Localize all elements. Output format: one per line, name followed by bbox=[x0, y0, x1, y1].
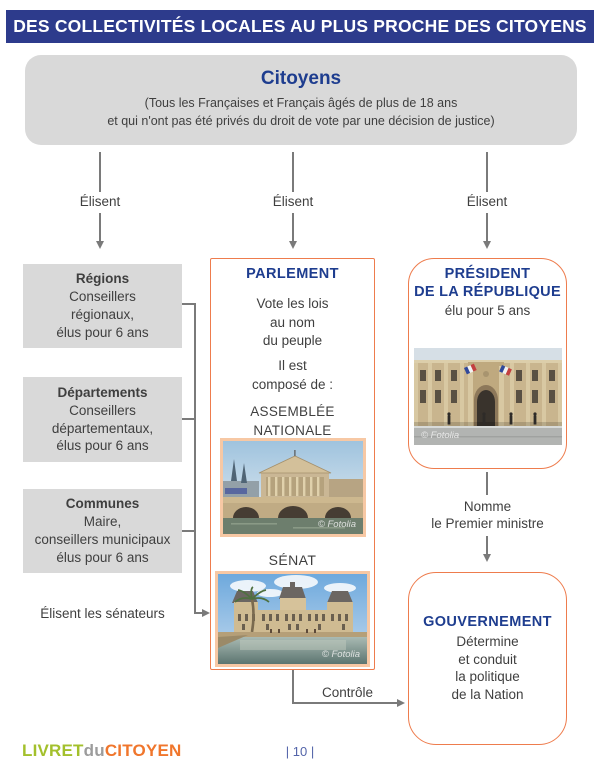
departements-line: Conseillers bbox=[69, 402, 136, 418]
photo-credit: © Fotolia bbox=[321, 649, 360, 660]
departements-connector-line bbox=[182, 418, 195, 420]
parlement-role bbox=[210, 295, 375, 351]
assemblee-label-line: NATIONALE bbox=[253, 422, 332, 438]
parlement-role-line: au nom bbox=[269, 314, 316, 330]
gouvernement-content bbox=[408, 572, 567, 745]
elisent-middle-line bbox=[292, 152, 294, 192]
citoyens-subtitle bbox=[25, 94, 577, 130]
communes-line: Maire, bbox=[83, 514, 122, 530]
elisent-left-line2 bbox=[99, 213, 101, 241]
controle-label: Contrôle bbox=[321, 685, 374, 700]
parlement-composed bbox=[210, 357, 375, 394]
gouvernement-line: Détermine bbox=[456, 634, 519, 649]
parlement-title: PARLEMENT bbox=[246, 266, 339, 282]
parlement-role-line: du peuple bbox=[262, 333, 323, 348]
senat-photo bbox=[215, 571, 370, 667]
communes-connector-line bbox=[182, 530, 195, 532]
arrow-down-icon bbox=[289, 241, 297, 249]
nomme-line2 bbox=[486, 536, 488, 554]
nomme-label-line: le Premier ministre bbox=[431, 516, 544, 531]
regions-connector-line bbox=[182, 303, 195, 305]
arrow-right-icon bbox=[202, 609, 210, 617]
communes-line: élus pour 6 ans bbox=[56, 549, 149, 565]
communes-title: Communes bbox=[65, 496, 140, 512]
photo-credit: © Fotolia bbox=[421, 430, 460, 441]
president-title-line: PRÉSIDENT bbox=[444, 266, 531, 282]
assemblee-label-line: ASSEMBLÉE bbox=[250, 404, 335, 419]
elisent-left-line bbox=[99, 152, 101, 192]
page-title: DES COLLECTIVITÉS LOCALES AU PLUS PROCHE DES CITOYENS bbox=[6, 10, 594, 43]
elisent-right-label: Élisent bbox=[466, 194, 508, 209]
assemblee-photo bbox=[220, 438, 366, 537]
nomme-line bbox=[486, 472, 488, 495]
nomme-label bbox=[408, 498, 567, 532]
elisent-left-label: Élisent bbox=[79, 194, 121, 209]
arrow-down-icon bbox=[483, 241, 491, 249]
president-title bbox=[408, 266, 567, 301]
elysee-photo bbox=[414, 348, 562, 445]
regions-line: Conseillers bbox=[69, 289, 136, 305]
arrow-right-icon bbox=[397, 699, 405, 707]
page-number: | 10 | bbox=[285, 744, 315, 759]
parlement-role-line: Vote les lois bbox=[256, 296, 329, 311]
senat-label: SÉNAT bbox=[268, 552, 317, 568]
president-subtitle: élu pour 5 ans bbox=[444, 303, 531, 318]
citoyens-subtitle-line2: et qui n'ont pas été privés du droit de vote par une décision de justice) bbox=[107, 114, 495, 129]
citoyens-title: Citoyens bbox=[260, 68, 342, 89]
arrow-down-icon bbox=[96, 241, 104, 249]
communes-box bbox=[23, 489, 182, 573]
regions-title: Régions bbox=[75, 271, 130, 287]
regions-line: élus pour 6 ans bbox=[56, 324, 149, 340]
elisent-right-line bbox=[486, 152, 488, 192]
parlement-composed-line: Il est bbox=[278, 358, 307, 373]
gouvernement-line: et conduit bbox=[458, 651, 517, 667]
regions-line: régionaux, bbox=[70, 307, 135, 322]
departements-title: Départements bbox=[57, 384, 148, 400]
elisent-right-line2 bbox=[486, 213, 488, 241]
departements-line: élus pour 6 ans bbox=[56, 438, 149, 454]
assemblee-label bbox=[210, 403, 375, 440]
parlement-composed-line: composé de : bbox=[251, 376, 334, 392]
senators-connector-line bbox=[194, 303, 196, 613]
senators-connector-line2 bbox=[194, 612, 202, 614]
elisent-middle-label: Élisent bbox=[272, 194, 314, 209]
controle-line-horizontal bbox=[292, 702, 398, 704]
photo-credit: © Fotolia bbox=[317, 519, 356, 530]
logo-part-du: du bbox=[83, 741, 105, 760]
logo-part-livret: LIVRET bbox=[22, 741, 84, 760]
arrow-down-icon bbox=[483, 554, 491, 562]
president-title-line: DE LA RÉPUBLIQUE bbox=[414, 283, 561, 300]
controle-line-vertical bbox=[292, 670, 294, 703]
departements-box bbox=[23, 377, 182, 462]
logo-part-citoyen: CITOYEN bbox=[104, 741, 182, 760]
communes-line: conseillers municipaux bbox=[34, 532, 171, 547]
gouvernement-line: la politique bbox=[455, 669, 520, 684]
citoyens-subtitle-line1: (Tous les Françaises et Français âgés de plus de 18 ans bbox=[144, 96, 458, 110]
citoyens-box bbox=[25, 55, 577, 145]
departements-line: départementaux, bbox=[51, 420, 154, 436]
regions-box bbox=[23, 264, 182, 348]
elisent-middle-line2 bbox=[292, 213, 294, 241]
gouvernement-line: de la Nation bbox=[451, 686, 524, 702]
nomme-label-line: Nomme bbox=[463, 499, 512, 514]
senators-label: Élisent les sénateurs bbox=[40, 606, 165, 621]
gouvernement-title: GOUVERNEMENT bbox=[423, 614, 552, 630]
